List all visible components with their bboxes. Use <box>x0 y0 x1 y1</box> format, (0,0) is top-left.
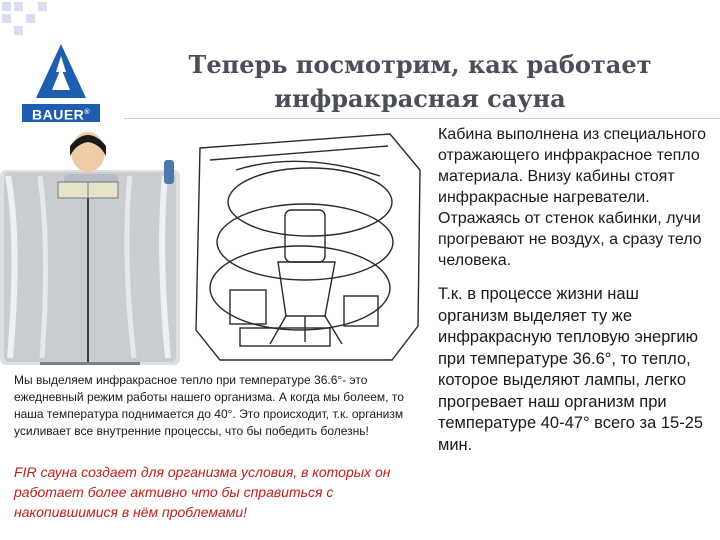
bauer-logo <box>16 42 106 128</box>
logo-wordmark: BAUER® <box>22 104 100 122</box>
bauer-logo-mark-icon <box>34 42 88 102</box>
right-text-column <box>438 124 712 456</box>
body-temperature-text: Мы выделяем инфракрасное тепло при температуре 36.6°- это ежедневный режим работы нашего организма. А когда мы болеем, то наша температура поднимается до 40°. Это происходит, т.к. организм усиливает все внутренние процессы, что бы победить болезнь! <box>14 373 404 438</box>
cabin-description: Кабина выполнена из специального отражающего инфракрасное тепло материала. Внизу кабины стоят инфракрасные нагреватели. Отражаясь от стенок кабинки, лучи прогревают не воздух, а сразу тело человека. <box>438 126 707 269</box>
sauna-photo <box>0 132 180 365</box>
fir-sauna-highlight: FIR сауна создает для организма условия, в которых он работает более активно что бы справиться с накопившимися в нём проблемами! <box>14 464 391 520</box>
sauna-diagram <box>196 134 420 360</box>
title-divider <box>124 118 720 119</box>
decorative-squares <box>0 0 60 34</box>
page-title: Теперь посмотрим, как работает инфракрасная сауна <box>188 50 652 113</box>
body-heat-explanation: Т.к. в процессе жизни наш организм выделяет ту же инфракрасную тепловую энергию при температуре 36.6°, то тепло, которое выделяют лампы, легко прогревает наш организм при температуре 40-47° всего за 15-25 мин. <box>438 285 704 454</box>
sauna-illustration <box>0 130 430 365</box>
